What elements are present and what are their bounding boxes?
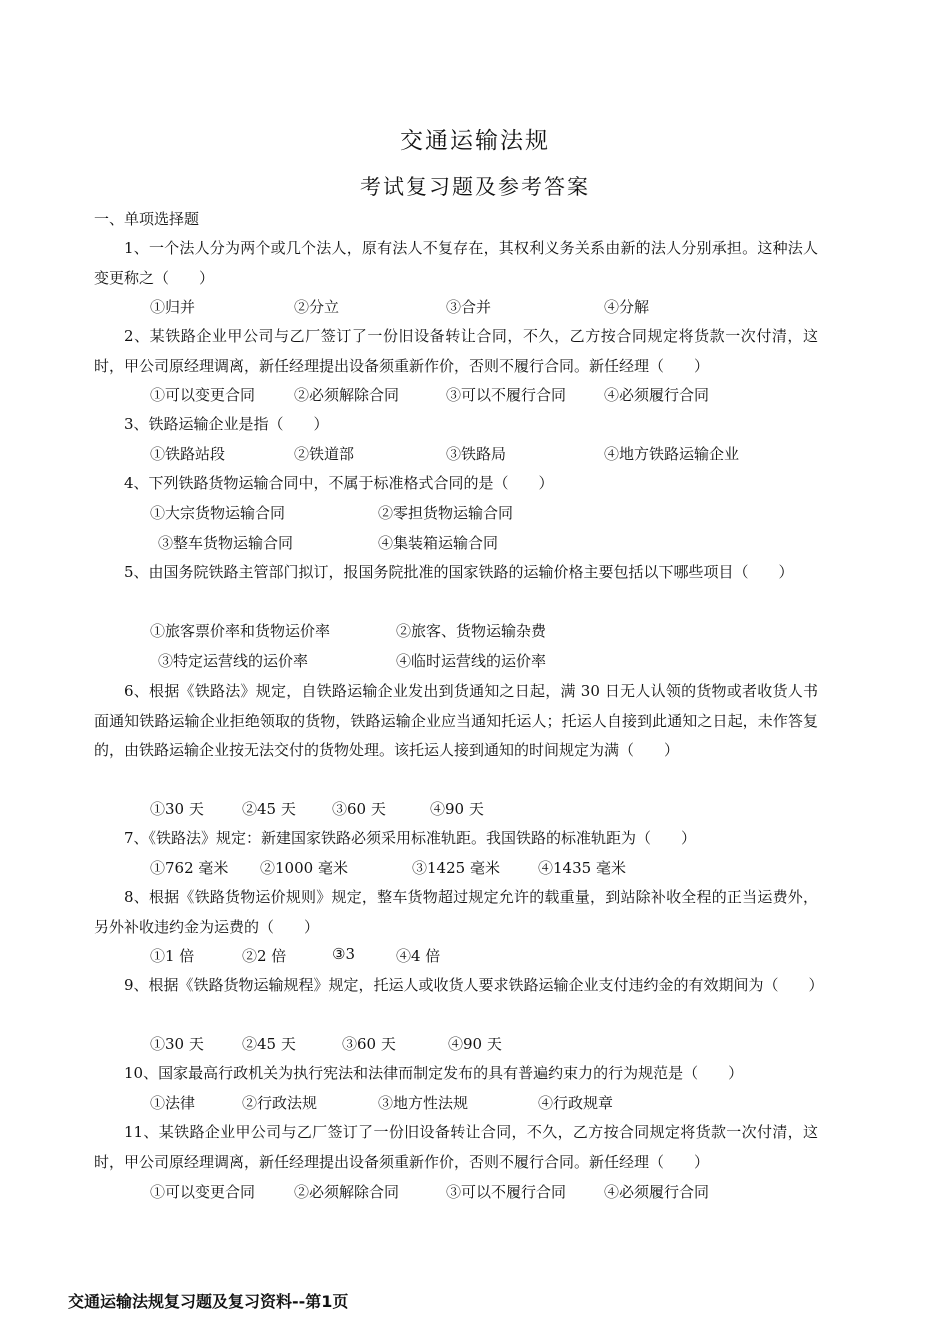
question-2: 2、某铁路企业甲公司与乙厂签订了一份旧设备转让合同，不久，乙方按合同规定将货款一次付清，这时，甲公司原经理调离，新任经理提出设备须重新作价，否则不履行合同。新任经理（ ） bbox=[94, 327, 818, 375]
option: ②45 天 bbox=[242, 1035, 296, 1053]
question-4: 4、下列铁路货物运输合同中，不属于标准格式合同的是（ ） bbox=[124, 474, 554, 492]
option: ③60 天 bbox=[342, 1035, 396, 1053]
option: ③地方性法规 bbox=[378, 1094, 469, 1112]
option: ③整车货物运输合同 bbox=[158, 534, 294, 552]
option: ①可以变更合同 bbox=[150, 1183, 256, 1201]
option: ③铁路局 bbox=[446, 445, 507, 463]
option: ①大宗货物运输合同 bbox=[150, 504, 286, 522]
question-11: 11、某铁路企业甲公司与乙厂签订了一份旧设备转让合同，不久，乙方按合同规定将货款一次付清，这时，甲公司原经理调离，新任经理提出设备须重新作价，否则不履行合同。新任经理（ ） bbox=[94, 1123, 818, 1171]
question-9: 9、根据《铁路货物运输规程》规定，托运人或收货人要求铁路运输企业支付违约金的有效期间为（ ） bbox=[124, 976, 824, 994]
option: ④必须履行合同 bbox=[604, 386, 710, 404]
option: ①30 天 bbox=[150, 800, 204, 818]
question-8: 8、根据《铁路货物运价规则》规定，整车货物超过规定允许的载重量，到站除补收全程的正当运费外，另外补收违约金为运费的（ ） bbox=[94, 888, 818, 936]
section-heading: 一、单项选择题 bbox=[94, 210, 200, 228]
option: ④1435 毫米 bbox=[538, 859, 626, 877]
option: ②必须解除合同 bbox=[294, 386, 400, 404]
option: ③可以不履行合同 bbox=[446, 1183, 567, 1201]
option: ①762 毫米 bbox=[150, 859, 229, 877]
option: ①30 天 bbox=[150, 1035, 204, 1053]
option: ④必须履行合同 bbox=[604, 1183, 710, 1201]
option: ②铁道部 bbox=[294, 445, 355, 463]
question-5: 5、由国务院铁路主管部门拟订，报国务院批准的国家铁路的运输价格主要包括以下哪些项目（ ） bbox=[124, 563, 794, 581]
option: ④90 天 bbox=[430, 800, 484, 818]
option: ①可以变更合同 bbox=[150, 386, 256, 404]
option: ③60 天 bbox=[332, 800, 386, 818]
question-10: 10、国家最高行政机关为执行宪法和法律而制定发布的具有普遍约束力的行为规范是（ ） bbox=[124, 1064, 744, 1082]
option: ④行政规章 bbox=[538, 1094, 614, 1112]
document-title: 交通运输法规 bbox=[400, 128, 550, 154]
option: ④4 倍 bbox=[396, 947, 441, 965]
option: ②旅客、货物运输杂费 bbox=[396, 622, 547, 640]
option: ④地方铁路运输企业 bbox=[604, 445, 740, 463]
option: ②45 天 bbox=[242, 800, 296, 818]
option: ②零担货物运输合同 bbox=[378, 504, 514, 522]
page-footer: 交通运输法规复习题及复习资料--第1页 bbox=[68, 1292, 349, 1311]
option: ③3 bbox=[332, 945, 355, 963]
option: ③1425 毫米 bbox=[412, 859, 500, 877]
question-1: 1、一个法人分为两个或几个法人，原有法人不复存在，其权利义务关系由新的法人分别承担。这种法人变更称之（ ） bbox=[94, 239, 818, 287]
option: ①旅客票价率和货物运价率 bbox=[150, 622, 331, 640]
option: ③合并 bbox=[446, 298, 492, 316]
option: ②2 倍 bbox=[242, 947, 287, 965]
option: ④分解 bbox=[604, 298, 650, 316]
option: ①法律 bbox=[150, 1094, 196, 1112]
option: ③可以不履行合同 bbox=[446, 386, 567, 404]
option: ②1000 毫米 bbox=[260, 859, 348, 877]
option: ②必须解除合同 bbox=[294, 1183, 400, 1201]
option: ④临时运营线的运价率 bbox=[396, 652, 547, 670]
option: ②分立 bbox=[294, 298, 340, 316]
document-subtitle: 考试复习题及参考答案 bbox=[360, 175, 590, 199]
option: ④集装箱运输合同 bbox=[378, 534, 499, 552]
option: ①归并 bbox=[150, 298, 196, 316]
option: ③特定运营线的运价率 bbox=[158, 652, 309, 670]
option: ①铁路站段 bbox=[150, 445, 226, 463]
option: ②行政法规 bbox=[242, 1094, 318, 1112]
question-7: 7、《铁路法》规定：新建国家铁路必须采用标准轨距。我国铁路的标准轨距为（ ） bbox=[124, 829, 697, 847]
question-3: 3、铁路运输企业是指（ ） bbox=[124, 415, 329, 433]
option: ④90 天 bbox=[448, 1035, 502, 1053]
option: ①1 倍 bbox=[150, 947, 195, 965]
question-6: 6、根据《铁路法》规定，自铁路运输企业发出到货通知之日起，满 30 日无人认领的货物或者收货人书面通知铁路运输企业拒绝领取的货物，铁路运输企业应当通知托运人；托运人自接到此通知之日起，未作答复的，由铁路运输企业按无法交付的货物处理。该托运人接到通知的时间规定为满（ ） bbox=[94, 682, 818, 760]
